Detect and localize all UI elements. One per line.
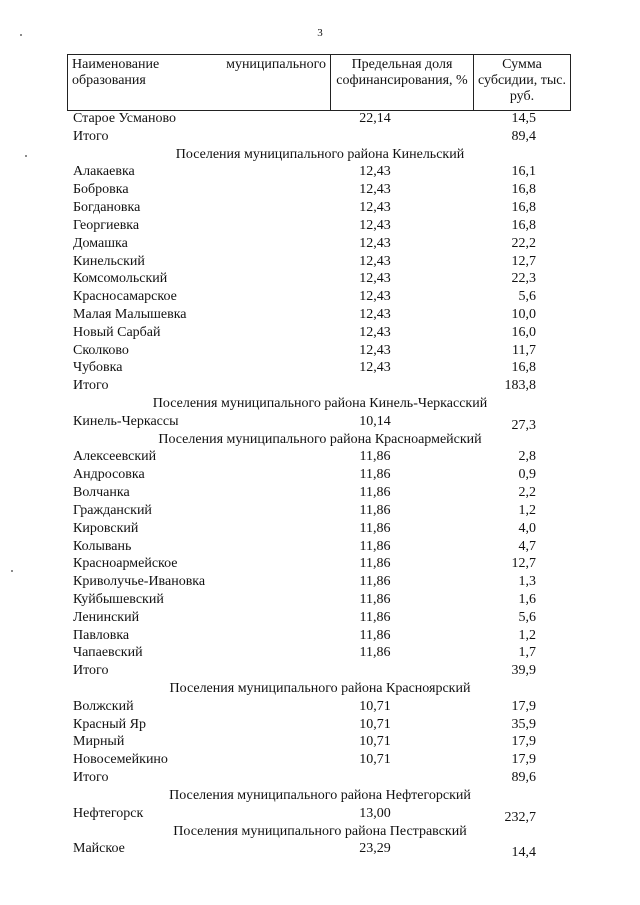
page-number: 3 [317, 27, 323, 39]
total-label: Итого [73, 663, 109, 679]
cofinancing-share: 11,86 [359, 556, 391, 572]
subsidy-sum: 10,0 [511, 306, 536, 322]
cofinancing-share: 11,86 [359, 645, 391, 661]
table-row [0, 716, 640, 734]
municipality-name: Старое Усманово [73, 111, 176, 126]
cofinancing-share: 12,43 [359, 164, 391, 180]
total-label: Итого [73, 128, 109, 144]
municipality-name: Сколково [73, 342, 129, 358]
cofinancing-share: 12,43 [359, 306, 391, 322]
municipality-name: Павловка [73, 627, 130, 643]
municipality-name: Георгиевка [73, 217, 140, 233]
table-row [0, 217, 640, 235]
subsidy-sum: 16,1 [511, 164, 536, 180]
cofinancing-share: 12,43 [359, 324, 391, 340]
subsidy-sum: 16,0 [511, 324, 536, 340]
cofinancing-share: 11,86 [359, 502, 391, 518]
table-row [0, 751, 640, 769]
subsidy-sum: 1,2 [518, 502, 536, 518]
total-label: Итого [73, 770, 109, 786]
table-row [0, 502, 640, 520]
cofinancing-share: 12,43 [359, 253, 391, 269]
municipality-name: Кировский [73, 520, 139, 536]
subsidy-sum: 4,0 [518, 520, 536, 536]
table-row [0, 163, 640, 181]
subsidy-sum: 1,6 [518, 591, 536, 607]
subsidy-sum: 11,7 [512, 342, 536, 358]
table-row [0, 627, 640, 645]
municipality-name: Красносамарское [73, 289, 177, 305]
municipality-name: Волчанка [73, 485, 130, 501]
subsidy-sum: 17,9 [511, 734, 536, 750]
table-row [0, 342, 640, 360]
table-row [0, 555, 640, 573]
table-row [0, 413, 640, 431]
cofinancing-share: 12,43 [359, 360, 391, 376]
municipality-name: Кинель-Черкассы [73, 413, 179, 429]
cofinancing-share: 12,43 [359, 217, 391, 233]
table-row [0, 288, 640, 306]
municipality-name: Комсомольский [73, 271, 168, 287]
cofinancing-share: 11,86 [359, 449, 391, 465]
section-heading-row [0, 787, 640, 805]
subsidy-sum: 12,7 [511, 556, 536, 572]
subsidy-sum: 2,8 [518, 449, 536, 465]
table-row [0, 448, 640, 466]
scan-speck [25, 155, 27, 157]
municipality-name: Мирный [73, 734, 125, 750]
subsidy-sum: 89,6 [511, 770, 536, 786]
cofinancing-share: 10,71 [359, 698, 391, 714]
cofinancing-share: 12,43 [359, 342, 391, 358]
total-row [0, 377, 640, 395]
municipality-name: Малая Малышевка [73, 306, 187, 322]
municipality-name: Чубовка [73, 360, 123, 376]
subsidy-sum: 12,7 [511, 253, 536, 269]
header-share-column: Предельная доля софинансирования, % [330, 54, 474, 111]
table-row [0, 805, 640, 823]
cofinancing-share: 12,43 [359, 235, 391, 251]
municipality-name: Новый Сарбай [73, 324, 161, 340]
cofinancing-share: 22,14 [359, 111, 391, 126]
subsidy-sum: 22,3 [511, 271, 536, 287]
subsidy-sum: 17,9 [511, 698, 536, 714]
table-row [0, 359, 640, 377]
total-row [0, 769, 640, 787]
table-row [0, 306, 640, 324]
table-row [0, 235, 640, 253]
table-row [0, 538, 640, 556]
municipality-name: Богдановка [73, 200, 141, 216]
section-heading-row [0, 680, 640, 698]
table-row [0, 609, 640, 627]
section-heading: Поселения муниципального района Красноармейский [158, 431, 482, 447]
table-row [0, 324, 640, 342]
section-heading: Поселения муниципального района Пестравский [173, 823, 467, 839]
subsidy-sum: 17,9 [511, 752, 536, 768]
table-row [0, 199, 640, 217]
cofinancing-share: 11,86 [359, 627, 391, 643]
total-row [0, 128, 640, 146]
municipality-name: Волжский [73, 698, 134, 714]
municipality-name: Ленинский [73, 609, 140, 625]
cofinancing-share: 10,71 [359, 716, 391, 732]
cofinancing-share: 11,86 [359, 485, 391, 501]
cofinancing-share: 10,14 [359, 413, 391, 429]
municipality-name: Бобровка [73, 182, 129, 198]
cofinancing-share: 12,43 [359, 271, 391, 287]
subsidy-sum: 16,8 [511, 360, 536, 376]
municipality-name: Алексеевский [73, 449, 157, 465]
municipality-name: Красный Яр [73, 716, 146, 732]
total-row [0, 662, 640, 680]
total-label: Итого [73, 378, 109, 394]
subsidy-sum: 1,7 [518, 645, 536, 661]
section-heading: Поселения муниципального района Кинель-Черкасский [152, 396, 488, 411]
subsidy-sum: 89,4 [511, 128, 536, 144]
table-row [0, 644, 640, 662]
section-heading-row [0, 823, 640, 841]
subsidy-sum: 5,6 [518, 289, 536, 305]
cofinancing-share: 12,43 [359, 289, 391, 305]
municipality-name: Криволучье-Ивановка [73, 574, 206, 590]
table-row [0, 270, 640, 288]
subsidy-sum: 16,8 [511, 200, 536, 216]
municipality-name: Чапаевский [73, 645, 143, 661]
municipality-name: Кинельский [73, 253, 145, 269]
subsidy-sum: 27,3 [511, 417, 536, 433]
municipality-name: Нефтегорск [73, 805, 144, 821]
table-row [0, 253, 640, 271]
scan-speck [11, 570, 13, 572]
section-heading-row [0, 146, 640, 164]
section-heading: Поселения муниципального района Нефтегорский [169, 787, 471, 803]
table-row [0, 733, 640, 751]
municipality-name: Алакаевка [73, 164, 135, 180]
table-body [0, 110, 640, 861]
table-row [0, 181, 640, 199]
cofinancing-share: 11,86 [359, 538, 391, 554]
municipality-name: Колывань [73, 538, 132, 554]
subsidy-sum: 1,3 [518, 574, 536, 590]
table-row [0, 591, 640, 609]
municipality-name: Красноармейское [73, 556, 178, 572]
subsidy-sum: 0,9 [518, 467, 536, 483]
subsidy-sum: 1,2 [518, 627, 536, 643]
subsidy-sum: 2,2 [518, 485, 536, 501]
table-row [0, 520, 640, 538]
cofinancing-share: 11,86 [359, 574, 391, 590]
subsidy-sum: 39,9 [511, 663, 536, 679]
subsidy-sum: 14,5 [511, 111, 536, 126]
section-heading: Поселения муниципального района Красноярский [169, 681, 471, 696]
header-name-column: Наименование муниципального образования [67, 54, 331, 111]
cofinancing-share: 10,71 [359, 734, 391, 750]
scan-speck [20, 34, 22, 36]
table-row [0, 466, 640, 484]
cofinancing-share: 11,86 [359, 467, 391, 483]
municipality-name: Домашка [73, 235, 128, 251]
subsidy-sum: 232,7 [504, 809, 536, 825]
cofinancing-share: 13,00 [359, 805, 391, 821]
cofinancing-share: 11,86 [359, 609, 391, 625]
table-row [0, 698, 640, 716]
subsidy-sum: 14,4 [511, 845, 536, 861]
subsidy-sum: 16,8 [511, 182, 536, 198]
section-heading: Поселения муниципального района Кинельский [175, 146, 465, 162]
municipality-name: Новосемейкино [73, 752, 168, 768]
table-row [0, 840, 640, 861]
municipality-name: Андросовка [73, 467, 145, 483]
table-row [0, 484, 640, 502]
cofinancing-share: 12,43 [359, 182, 391, 198]
subsidy-sum: 16,8 [511, 217, 536, 233]
municipality-name: Куйбышевский [73, 591, 164, 607]
subsidy-sum: 5,6 [518, 609, 536, 625]
cofinancing-share: 12,43 [359, 200, 391, 216]
subsidy-sum: 22,2 [511, 235, 536, 251]
table-row [0, 110, 640, 128]
section-heading-row [0, 395, 640, 413]
cofinancing-share: 11,86 [359, 591, 391, 607]
municipality-name: Майское [73, 841, 125, 857]
municipality-name: Гражданский [73, 502, 152, 518]
table-row [0, 573, 640, 591]
cofinancing-share: 10,71 [359, 752, 391, 768]
subsidy-sum: 35,9 [511, 716, 536, 732]
subsidy-sum: 183,8 [504, 378, 536, 394]
section-heading-row [0, 431, 640, 449]
subsidy-sum: 4,7 [518, 538, 536, 554]
table-header [67, 54, 571, 111]
cofinancing-share: 11,86 [359, 520, 391, 536]
cofinancing-share: 23,29 [359, 841, 391, 857]
header-sum-column: Сумма субсидии, тыс. руб. [473, 54, 571, 111]
